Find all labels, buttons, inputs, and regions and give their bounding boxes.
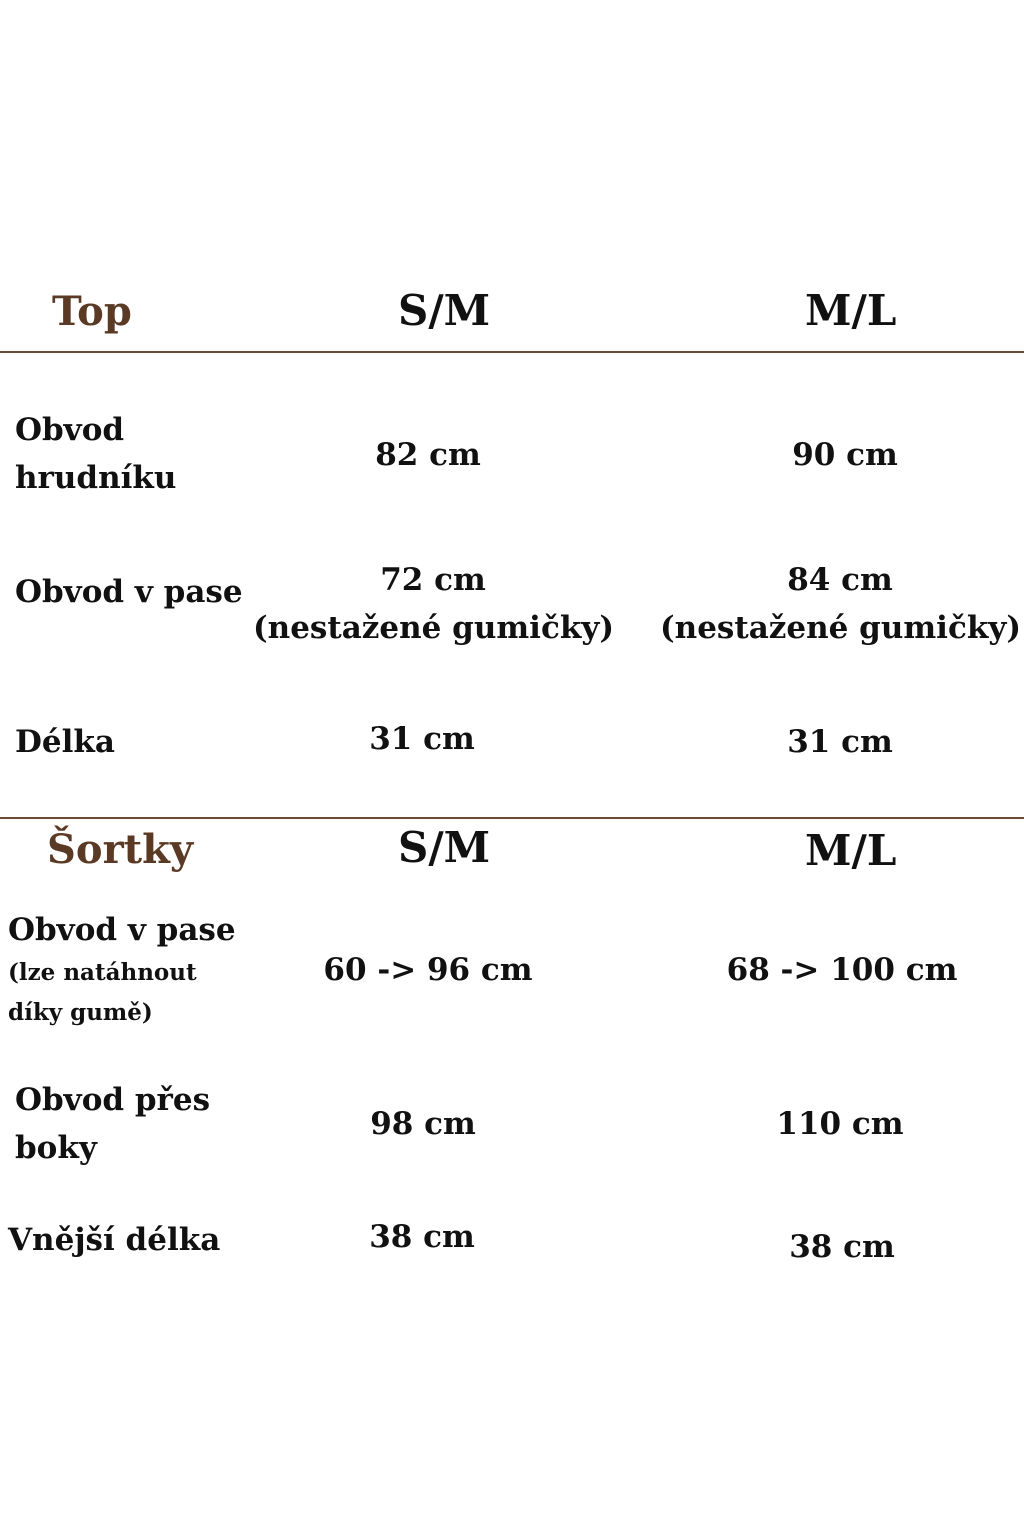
top-row-waist-sm-line1: 72 cm	[380, 562, 486, 598]
top-col-sm-header: S/M	[398, 286, 491, 335]
top-section-title: Top	[52, 288, 132, 335]
shorts-row-outer-length-ml: 38 cm	[789, 1229, 895, 1265]
top-header-divider	[0, 351, 1024, 353]
shorts-row-hips-label-line2: boky	[15, 1130, 97, 1166]
shorts-row-waist-label-line1: Obvod v pase	[8, 912, 236, 948]
shorts-row-outer-length-sm: 38 cm	[369, 1219, 475, 1255]
shorts-section-divider	[0, 817, 1024, 819]
shorts-row-hips-label-line1: Obvod přes	[15, 1082, 211, 1118]
top-row-chest-label-line1: Obvod	[15, 412, 125, 448]
shorts-row-waist-ml: 68 -> 100 cm	[726, 952, 958, 988]
shorts-row-waist-sm: 60 -> 96 cm	[323, 952, 533, 988]
top-row-chest-ml: 90 cm	[792, 437, 898, 473]
top-row-waist-label: Obvod v pase	[15, 574, 243, 610]
shorts-row-hips-sm: 98 cm	[370, 1106, 476, 1142]
top-row-chest-label-line2: hrudníku	[15, 460, 177, 496]
shorts-col-sm-header: S/M	[398, 823, 491, 872]
top-row-chest-sm: 82 cm	[375, 437, 481, 473]
shorts-row-waist-label-line2: (lze natáhnout	[8, 959, 197, 986]
shorts-row-waist-label-line3: díky gumě)	[8, 999, 153, 1026]
top-col-ml-header: M/L	[805, 286, 897, 335]
top-row-waist-ml-line1: 84 cm	[787, 562, 893, 598]
top-row-waist-ml-line2: (nestažené gumičky)	[660, 610, 1021, 646]
shorts-col-ml-header: M/L	[805, 826, 897, 875]
top-row-waist-sm-line2: (nestažené gumičky)	[253, 610, 614, 646]
shorts-row-outer-length-label: Vnější délka	[8, 1222, 221, 1258]
shorts-section-title: Šortky	[47, 826, 194, 873]
top-row-length-sm: 31 cm	[369, 721, 475, 757]
shorts-row-hips-ml: 110 cm	[776, 1106, 904, 1142]
top-row-length-label: Délka	[15, 724, 115, 760]
top-row-length-ml: 31 cm	[787, 724, 893, 760]
